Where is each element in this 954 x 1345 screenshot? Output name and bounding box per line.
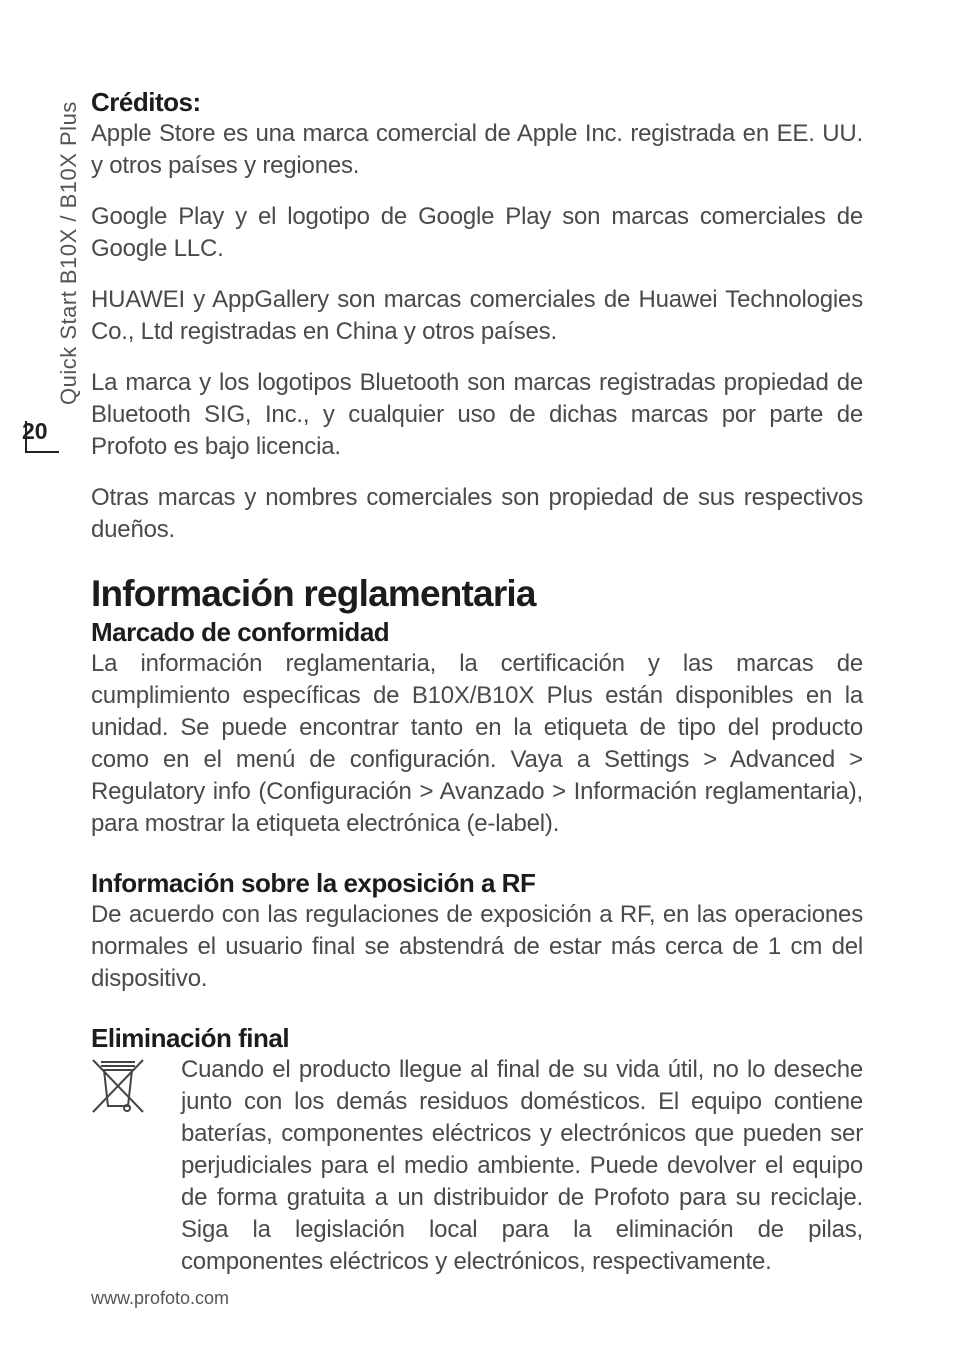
- credits-paragraph-bluetooth: La marca y los logotipos Bluetooth son marcas registradas propiedad de Bluetooth SIG, Inc., y cualquier uso de dichas marcas por parte de Profoto es bajo licencia.: [91, 369, 863, 460]
- rf-text: De acuerdo con las regulaciones de exposición a RF, en las operaciones normales el usuario final se abstendrá de estar más cerca de 1 cm del dispositivo.: [91, 901, 863, 992]
- side-document-title: Quick Start B10X / B10X Plus: [56, 101, 81, 405]
- credits-paragraph-apple: Apple Store es una marca comercial de Apple Inc. registrada en EE. UU. y otros países y regiones.: [91, 120, 863, 179]
- disposal-section: [91, 1054, 863, 1278]
- credits-paragraph-other: Otras marcas y nombres comerciales son propiedad de sus respectivos dueños.: [91, 484, 863, 543]
- credits-paragraph-huawei: HUAWEI y AppGallery son marcas comerciales de Huawei Technologies Co., Ltd registradas en China y otros países.: [91, 286, 863, 345]
- conformity-text: La información reglamentaria, la certificación y las marcas de cumplimiento específicas de B10X/B10X Plus están disponibles en la unidad. Se puede encontrar tanto en la etiqueta de tipo del producto como en el menú de configuración. Vaya a Settings > Advanced > Regulatory info (Configuración > Avanzado > Información reglamentaria), para mostrar la etiqueta electrónica (e-label).: [91, 650, 863, 837]
- credits-heading: Créditos:: [91, 87, 201, 117]
- page-content: [91, 86, 863, 1278]
- footer-url: www.profoto.com: [91, 1288, 230, 1308]
- disposal-text: Cuando el producto llegue al final de su vida útil, no lo deseche junto con los demás residuos domésticos. El equipo contiene baterías, componentes eléctricos y electrónicos que pueden ser perjudiciales para el medio ambiente. Puede devolver el equipo de forma gratuita a un distribuidor de Profoto para su reciclaje. Siga la legislación local para la eliminación de pilas, componentes eléctricos y electrónicos, respectivamente.: [181, 1056, 863, 1275]
- page-number: 20: [22, 418, 48, 444]
- page-number-rule: [25, 451, 59, 453]
- regulatory-title: Información reglamentaria: [91, 573, 536, 614]
- conformity-heading: Marcado de conformidad: [91, 617, 390, 647]
- credits-paragraph-google: Google Play y el logotipo de Google Play son marcas comerciales de Google LLC.: [91, 203, 863, 262]
- rf-heading: Información sobre la exposición a RF: [91, 868, 536, 898]
- disposal-heading: Eliminación final: [91, 1023, 290, 1053]
- crossed-out-wheelie-bin-icon: [91, 1054, 181, 1119]
